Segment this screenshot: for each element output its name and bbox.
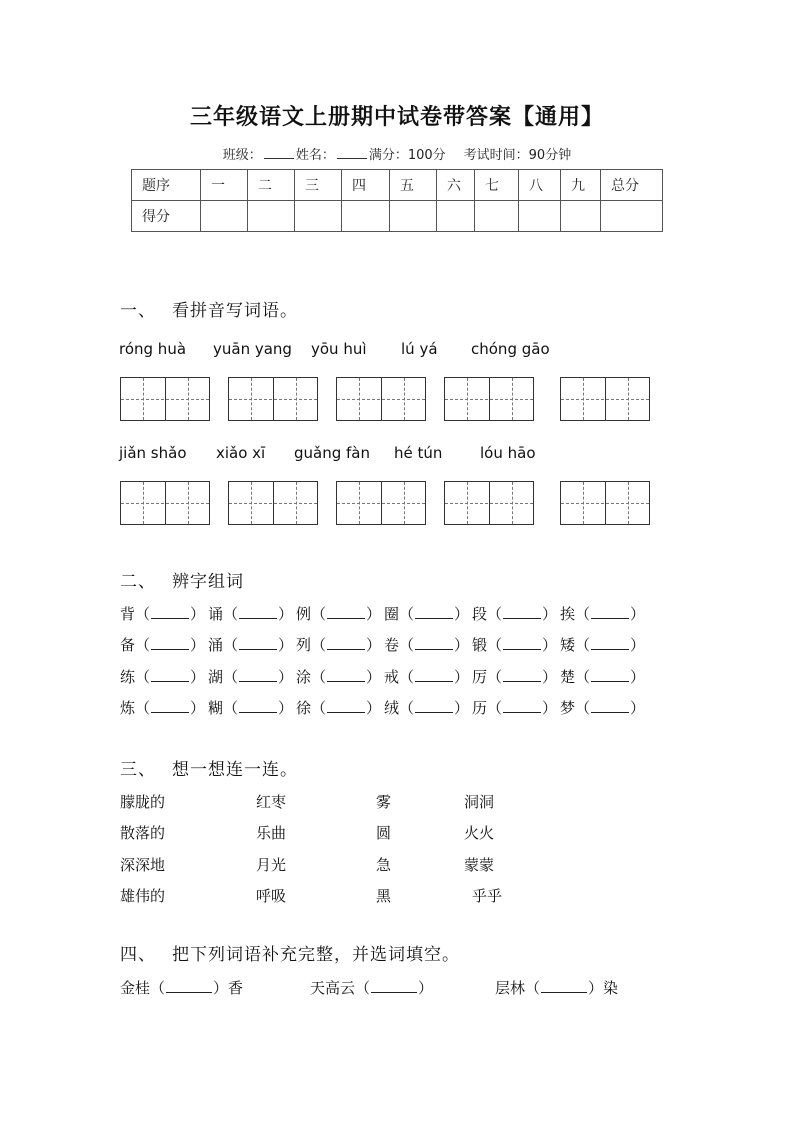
- match-word[interactable]: 乎乎: [472, 887, 503, 905]
- writing-grid[interactable]: [120, 377, 210, 421]
- idiom-post: ）: [418, 979, 434, 997]
- score-header-cell: 三: [295, 170, 342, 201]
- open-paren: （: [135, 699, 151, 717]
- close-paren: ）: [278, 636, 294, 654]
- word-char: 梦: [560, 699, 576, 717]
- page-title: 三年级语文上册期中试卷带答案【通用】: [189, 104, 604, 130]
- open-paren: （: [223, 636, 239, 654]
- section-heading: 把下列词语补充完整，并选词填空。: [172, 945, 460, 965]
- word-item: [208, 603, 293, 624]
- close-paren: ）: [190, 605, 206, 623]
- word-blank[interactable]: [415, 635, 453, 650]
- word-blank[interactable]: [503, 667, 541, 682]
- word-char: 例: [296, 605, 312, 623]
- score-cell[interactable]: [437, 201, 475, 232]
- word-blank[interactable]: [327, 698, 365, 713]
- word-item: [560, 666, 645, 687]
- match-word[interactable]: 雾: [376, 793, 392, 811]
- word-item: [384, 634, 469, 655]
- exam-info: [0, 144, 794, 163]
- score-header-cell: 一: [201, 170, 248, 201]
- match-word[interactable]: 散落的: [120, 824, 166, 842]
- open-paren: （: [135, 636, 151, 654]
- word-item: [472, 697, 557, 718]
- match-word[interactable]: 蒙蒙: [464, 856, 495, 874]
- close-paren: ）: [278, 699, 294, 717]
- pinyin-label: hé tún: [394, 444, 443, 462]
- idiom-post: ）染: [588, 979, 619, 997]
- idiom-item: [495, 977, 618, 998]
- close-paren: ）: [454, 699, 470, 717]
- word-char: 备: [120, 636, 136, 654]
- pinyin-label: yuān yang: [213, 340, 292, 358]
- word-blank[interactable]: [327, 667, 365, 682]
- word-item: [120, 697, 205, 718]
- word-char: 挨: [560, 605, 576, 623]
- score-header-cell: 七: [475, 170, 519, 201]
- word-item: [472, 634, 557, 655]
- close-paren: ）: [630, 668, 646, 686]
- close-paren: ）: [278, 605, 294, 623]
- word-blank[interactable]: [503, 698, 541, 713]
- word-item: [560, 697, 645, 718]
- word-char: 徐: [296, 699, 312, 717]
- word-char: 厉: [472, 668, 488, 686]
- word-item: [472, 603, 557, 624]
- word-blank[interactable]: [239, 635, 277, 650]
- score-cell[interactable]: [295, 201, 342, 232]
- open-paren: （: [223, 668, 239, 686]
- close-paren: ）: [190, 699, 206, 717]
- word-char: 练: [120, 668, 136, 686]
- word-char: 段: [472, 605, 488, 623]
- open-paren: （: [399, 636, 415, 654]
- score-row-label: 得分: [132, 201, 201, 232]
- score-value-row: [132, 201, 663, 232]
- word-blank[interactable]: [415, 667, 453, 682]
- close-paren: ）: [366, 668, 382, 686]
- writing-grid[interactable]: [336, 377, 426, 421]
- word-item: [296, 603, 381, 624]
- pinyin-label: guǎng fàn: [294, 444, 370, 462]
- word-char: 涌: [208, 636, 224, 654]
- word-item: [120, 634, 205, 655]
- writing-grid[interactable]: [336, 481, 426, 525]
- match-word[interactable]: 雄伟的: [120, 887, 166, 905]
- writing-grid[interactable]: [444, 481, 534, 525]
- section-3-title: [120, 755, 298, 780]
- match-word[interactable]: 黑: [376, 887, 392, 905]
- open-paren: （: [487, 668, 503, 686]
- score-cell[interactable]: [201, 201, 248, 232]
- idiom-blank[interactable]: [371, 978, 417, 993]
- idiom-item: [120, 977, 243, 998]
- word-blank[interactable]: [151, 698, 189, 713]
- word-item: [384, 603, 469, 624]
- writing-grid[interactable]: [560, 377, 650, 421]
- score-header-cell: 题序: [132, 170, 201, 201]
- score-cell[interactable]: [561, 201, 601, 232]
- score-header-cell: 二: [248, 170, 295, 201]
- score-header-cell: 四: [342, 170, 390, 201]
- word-item: [208, 697, 293, 718]
- open-paren: （: [311, 605, 327, 623]
- section-number: 三、: [120, 760, 156, 780]
- open-paren: （: [223, 699, 239, 717]
- pinyin-label: xiǎo xī: [216, 444, 266, 462]
- score-cell[interactable]: [475, 201, 519, 232]
- section-heading: 看拼音写词语。: [172, 301, 298, 321]
- open-paren: （: [487, 605, 503, 623]
- open-paren: （: [135, 668, 151, 686]
- idiom-blank[interactable]: [166, 978, 212, 993]
- word-item: [120, 666, 205, 687]
- match-word[interactable]: 急: [376, 856, 392, 874]
- word-char: 诵: [208, 605, 224, 623]
- score-header-row: [132, 170, 663, 201]
- close-paren: ）: [630, 699, 646, 717]
- class-label: 班级：: [222, 148, 262, 163]
- idiom-item: [310, 977, 433, 998]
- close-paren: ）: [366, 699, 382, 717]
- open-paren: （: [311, 668, 327, 686]
- word-blank[interactable]: [239, 698, 277, 713]
- score-header-cell: 九: [561, 170, 601, 201]
- word-blank[interactable]: [327, 635, 365, 650]
- word-char: 涂: [296, 668, 312, 686]
- score-header-cell: 八: [519, 170, 561, 201]
- pinyin-label: chóng gāo: [471, 340, 550, 358]
- close-paren: ）: [454, 605, 470, 623]
- word-item: [560, 603, 645, 624]
- open-paren: （: [575, 668, 591, 686]
- idiom-pre: 层林（: [495, 979, 541, 997]
- exam-time: 考试时间：90分钟: [463, 148, 572, 163]
- full-score: 满分：100分: [368, 148, 446, 163]
- section-number: 四、: [120, 945, 156, 965]
- close-paren: ）: [190, 668, 206, 686]
- score-cell[interactable]: [390, 201, 437, 232]
- open-paren: （: [135, 605, 151, 623]
- name-label: 姓名：: [295, 148, 335, 163]
- score-cell[interactable]: [248, 201, 295, 232]
- close-paren: ）: [278, 668, 294, 686]
- close-paren: ）: [630, 636, 646, 654]
- section-heading: 辨字组词: [172, 572, 244, 592]
- score-cell[interactable]: [519, 201, 561, 232]
- open-paren: （: [575, 605, 591, 623]
- open-paren: （: [575, 699, 591, 717]
- pinyin-label: yōu huì: [311, 340, 367, 358]
- writing-grid[interactable]: [228, 377, 318, 421]
- score-cell[interactable]: [601, 201, 663, 232]
- word-blank[interactable]: [591, 698, 629, 713]
- open-paren: （: [575, 636, 591, 654]
- word-char: 炼: [120, 699, 136, 717]
- score-table: [131, 169, 663, 232]
- word-item: [384, 697, 469, 718]
- word-char: 湖: [208, 668, 224, 686]
- pinyin-label: jiǎn shǎo: [119, 444, 187, 462]
- close-paren: ）: [542, 668, 558, 686]
- word-blank[interactable]: [151, 667, 189, 682]
- word-blank[interactable]: [327, 604, 365, 619]
- word-item: [384, 666, 469, 687]
- match-word[interactable]: 火火: [464, 824, 495, 842]
- match-word[interactable]: 深深地: [120, 856, 166, 874]
- word-item: [120, 603, 205, 624]
- match-word[interactable]: 洞洞: [464, 793, 495, 811]
- name-blank[interactable]: [337, 146, 367, 159]
- writing-grid[interactable]: [228, 481, 318, 525]
- match-word[interactable]: 红枣: [256, 793, 287, 811]
- pinyin-label: lú yá: [401, 340, 438, 358]
- word-char: 戒: [384, 668, 400, 686]
- word-item: [560, 634, 645, 655]
- section-number: 一、: [120, 301, 156, 321]
- word-blank[interactable]: [239, 604, 277, 619]
- word-blank[interactable]: [503, 635, 541, 650]
- open-paren: （: [311, 699, 327, 717]
- writing-grid[interactable]: [444, 377, 534, 421]
- word-item: [472, 666, 557, 687]
- word-item: [296, 697, 381, 718]
- section-heading: 想一想连一连。: [172, 760, 298, 780]
- score-cell[interactable]: [342, 201, 390, 232]
- word-blank[interactable]: [415, 698, 453, 713]
- word-blank[interactable]: [151, 635, 189, 650]
- word-item: [208, 666, 293, 687]
- section-number: 二、: [120, 572, 156, 592]
- word-char: 圈: [384, 605, 400, 623]
- match-word[interactable]: 朦胧的: [120, 793, 166, 811]
- word-blank[interactable]: [591, 667, 629, 682]
- word-char: 糊: [208, 699, 224, 717]
- pinyin-label: róng huà: [119, 340, 187, 358]
- idiom-blank[interactable]: [541, 978, 587, 993]
- word-char: 矮: [560, 636, 576, 654]
- word-char: 背: [120, 605, 136, 623]
- close-paren: ）: [454, 668, 470, 686]
- idiom-pre: 天高云（: [310, 979, 371, 997]
- open-paren: （: [399, 668, 415, 686]
- word-blank[interactable]: [591, 604, 629, 619]
- match-word[interactable]: 月光: [256, 856, 287, 874]
- word-char: 列: [296, 636, 312, 654]
- match-word[interactable]: 呼吸: [256, 887, 287, 905]
- open-paren: （: [399, 605, 415, 623]
- word-char: 绒: [384, 699, 400, 717]
- close-paren: ）: [542, 636, 558, 654]
- pinyin-label: lóu hāo: [480, 444, 536, 462]
- word-char: 楚: [560, 668, 576, 686]
- open-paren: （: [487, 699, 503, 717]
- score-header-cell: 总分: [601, 170, 663, 201]
- idiom-post: ）香: [213, 979, 244, 997]
- section-4-title: [120, 940, 460, 965]
- section-2-title: [120, 567, 244, 592]
- word-blank[interactable]: [239, 667, 277, 682]
- match-word[interactable]: 乐曲: [256, 824, 287, 842]
- word-blank[interactable]: [415, 604, 453, 619]
- word-char: 卷: [384, 636, 400, 654]
- word-item: [296, 666, 381, 687]
- close-paren: ）: [366, 636, 382, 654]
- word-blank[interactable]: [151, 604, 189, 619]
- close-paren: ）: [190, 636, 206, 654]
- open-paren: （: [223, 605, 239, 623]
- word-char: 历: [472, 699, 488, 717]
- idiom-pre: 金桂（: [120, 979, 166, 997]
- close-paren: ）: [454, 636, 470, 654]
- open-paren: （: [399, 699, 415, 717]
- writing-grid[interactable]: [120, 481, 210, 525]
- class-blank[interactable]: [264, 146, 294, 159]
- close-paren: ）: [366, 605, 382, 623]
- open-paren: （: [311, 636, 327, 654]
- word-item: [208, 634, 293, 655]
- word-blank[interactable]: [591, 635, 629, 650]
- close-paren: ）: [542, 699, 558, 717]
- section-1-title: [120, 296, 298, 321]
- match-word[interactable]: 圆: [376, 824, 392, 842]
- word-char: 锻: [472, 636, 488, 654]
- word-item: [296, 634, 381, 655]
- close-paren: ）: [630, 605, 646, 623]
- open-paren: （: [487, 636, 503, 654]
- word-blank[interactable]: [503, 604, 541, 619]
- score-header-cell: 五: [390, 170, 437, 201]
- score-header-cell: 六: [437, 170, 475, 201]
- close-paren: ）: [542, 605, 558, 623]
- writing-grid[interactable]: [560, 481, 650, 525]
